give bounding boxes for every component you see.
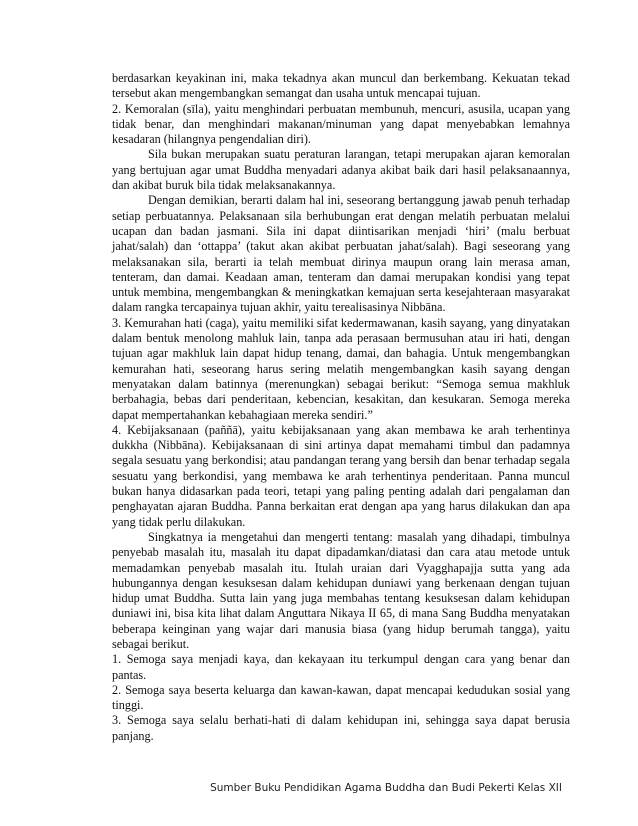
paragraph: Dengan demikian, berarti dalam hal ini, seseorang bertanggung jawab penuh terhadap setiap perbuatannya. Pelaksanaan sila berhubungan erat dengan melatih perbuatan melalui ucapan dan badan jasmani. Sila ini dapat diintisarikan menjadi ‘hiri’ (malu berbuat jahat/salah) dan ‘ottappa’ (takut akan akibat perbuatan jahat/salah). Bagi seseorang yang melaksanakan sila, berarti ia telah membuat dirinya maupun orang lain merasa aman, tenteram, dan damai. Keadaan aman, tenteram dan damai merupakan kondisi yang tepat untuk membina, mengembangkan & meningkatkan kemajuan serta kesejahteraan masyarakat dalam rangka tercapainya tujuan akhir, yaitu terealisasinya Nibbāna. [112, 193, 570, 315]
paragraph: Singkatnya ia mengetahui dan mengerti tentang: masalah yang dihadapi, timbulnya penyebab masalah itu, masalah itu dapat dipadamkan/diatasi dan cara atau metode untuk memadamkan penyebab masalah itu. Itulah uraian dari Vyagghapajja sutta yang ada hubungannya dengan kesuksesan dalam kehidupan duniawi yang berkenaan dengan tujuan hidup umat Buddha. Sutta lain yang juga membahas tentang kesuksesan dalam kehidupan duniawi ini, bisa kita lihat dalam Anguttara Nikaya II 65, di mana Sang Buddha menyatakan beberapa keinginan yang wajar dari manusia biasa (yang hidup berumah tangga), yaitu sebagai berikut. [112, 529, 570, 651]
paragraph: 3. Kemurahan hati (caga), yaitu memiliki sifat kedermawanan, kasih sayang, yang dinyatakan dalam bentuk menolong mahluk lain, tanpa ada perasaan bermusuhan atau iri hati, dengan tujuan agar makhluk lain dapat hidup tenang, damai, dan bahagia. Untuk mengembangkan kemurahan hati, seseorang harus sering melatih mengembangkan kasih sayang dengan menyatakan dalam batinnya (merenungkan) sebagai berikut: “Semoga semua makhluk berbahagia, bebas dari penderitaan, kebencian, kesakitan, dan kesukaran. Semoga mereka dapat mempertahankan kebahagiaan mereka sendiri.” [112, 315, 570, 422]
page-body [112, 71, 570, 744]
list-item: 3. Semoga saya selalu berhati-hati di dalam kehidupan ini, sehingga saya dapat berusia panjang. [112, 713, 570, 743]
list-item: 2. Semoga saya beserta keluarga dan kawan-kawan, dapat mencapai kedudukan sosial yang tinggi. [112, 682, 570, 713]
paragraph: 4. Kebijaksanaan (paññā), yaitu kebijaksanaan yang akan membawa ke arah terhentinya dukkha (Nibbāna). Kebijaksanaan di sini artinya dapat memahami timbul dan padamnya segala sesuatu yang berkondisi; atau pandangan terang yang bersih dan benar terhadap segala sesuatu yang berkondisi, yang membawa ke arah terhentinya penderitaan. Panna muncul bukan hanya didasarkan pada teori, tetapi yang paling penting adalah dari pengalaman dan penghayatan ajaran Buddha. Panna berkaitan erat dengan apa yang harus dilakukan dan apa yang tidak perlu dilakukan. [112, 422, 570, 529]
paragraph: Sila bukan merupakan suatu peraturan larangan, tetapi merupakan ajaran kemoralan yang bertujuan agar umat Buddha menyadari adanya akibat baik dari hasil pelaksanaannya, dan akibat buruk bila tidak melaksanakannya. [112, 147, 570, 193]
paragraph: berdasarkan keyakinan ini, maka tekadnya akan muncul dan berkembang. Kekuatan tekad tersebut akan mengembangkan semangat dan usaha untuk mencapai tujuan. [112, 71, 570, 101]
paragraph: 2. Kemoralan (sīla), yaitu menghindari perbuatan membunuh, mencuri, asusila, ucapan yang tidak benar, dan menghindari makanan/minuman yang dapat menyebabkan lemahnya kesadaran (hilangnya pengendalian diri). [112, 101, 570, 147]
page-footer: Sumber Buku Pendidikan Agama Buddha dan Budi Pekerti Kelas XII [210, 782, 562, 794]
list-item: 1. Semoga saya menjadi kaya, dan kekayaan itu terkumpul dengan cara yang benar dan pantas. [112, 652, 570, 682]
